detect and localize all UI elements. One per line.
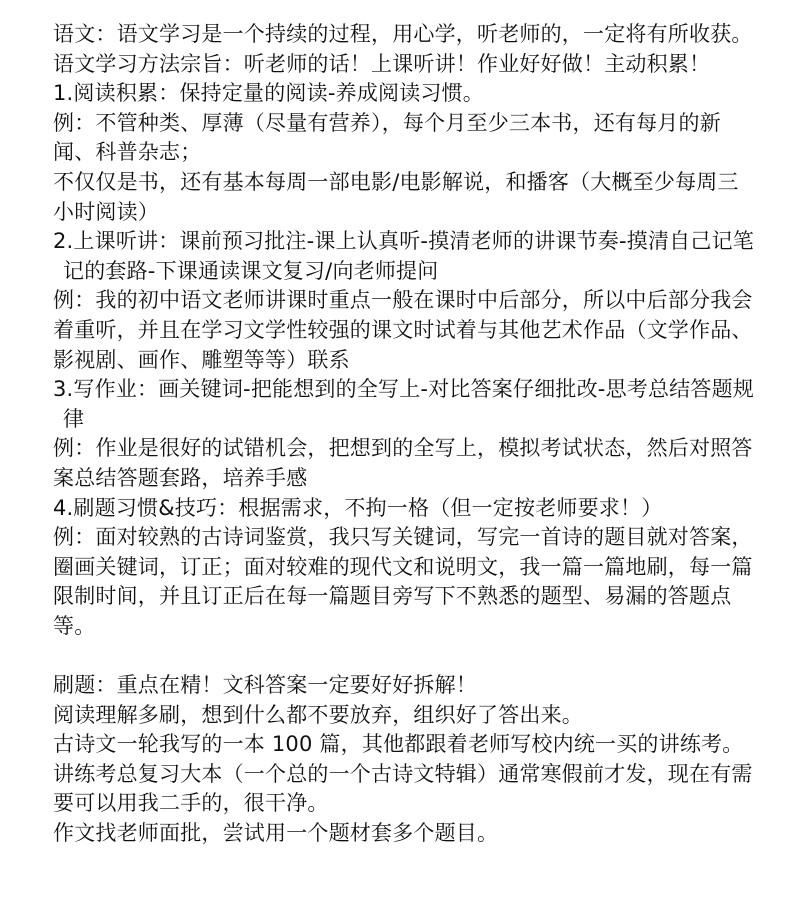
section-reading-accumulation: 1.阅读积累：保持定量的阅读-养成阅读习惯。 [53, 81, 485, 106]
composition-tip: 作文找老师面批，尝试用一个题材套多个题目。 [53, 821, 499, 846]
class-listening-example: 例：我的初中语文老师讲课时重点一般在课时中后部分，所以中后部分我会着重听，并且在学习文学性较强的课文时试着与其他艺术作品（文学作品、影视剧、画作、雕塑等等）联系 [53, 288, 753, 372]
section-practice-habits: 4.刷题习惯&技巧：根据需求，不拘一格（但一定按老师要求！） [53, 495, 663, 520]
reading-comprehension-tip: 阅读理解多刷，想到什么都不要放弃，组织好了答出来。 [53, 702, 583, 727]
practice-example: 例：面对较熟的古诗词鉴赏，我只写关键词，写完一首诗的题目就对答案，圈画关键词，订正；面对较难的现代文和说明文，我一篇一篇地刷，每一篇限制时间，并且订正后在每一篇题目旁写下不熟悉的题型、易漏的答题点等。 [53, 525, 753, 638]
classical-poetry-tip: 古诗文一轮我写的一本 100 篇，其他都跟着老师写校内统一买的讲练考。讲练考总复习大本（一个总的一个古诗文特辑）通常寒假前才发，现在有需要可以用我二手的，很干净。 [53, 732, 753, 816]
method-principle: 语文学习方法宗旨：听老师的话！上课听讲！作业好好做！主动积累！ [53, 51, 711, 76]
reading-example-1: 例：不管种类、厚薄（尽量有营养），每个月至少三本书，还有每月的新闻、科普杂志； [53, 110, 721, 165]
document-body [53, 20, 759, 849]
homework-example: 例：作业是很好的试错机会，把想到的全写上，模拟考试状态，然后对照答案总结答题套路，培养手感 [53, 436, 753, 490]
reading-example-2: 不仅仅是书，还有基本每周一部电影/电影解说，和播客（大概至少每周三小时阅读） [53, 169, 739, 224]
intro-paragraph: 语文：语文学习是一个持续的过程，用心学，听老师的，一定将有所收获。 [53, 22, 753, 46]
section-homework: 3.写作业：画关键词-把能想到的全写上-对比答案仔细批改-思考总结答题规律 [53, 377, 754, 431]
section-class-listening: 2.上课听讲：课前预习批注-课上认真听-摸清老师的讲课节奏-摸清自己记笔记的套路-下课通读课文复习/向老师提问 [53, 229, 754, 283]
practice-focus: 刷题：重点在精！文科答案一定要好好拆解！ [53, 673, 477, 698]
paragraph-spacer [53, 641, 759, 671]
